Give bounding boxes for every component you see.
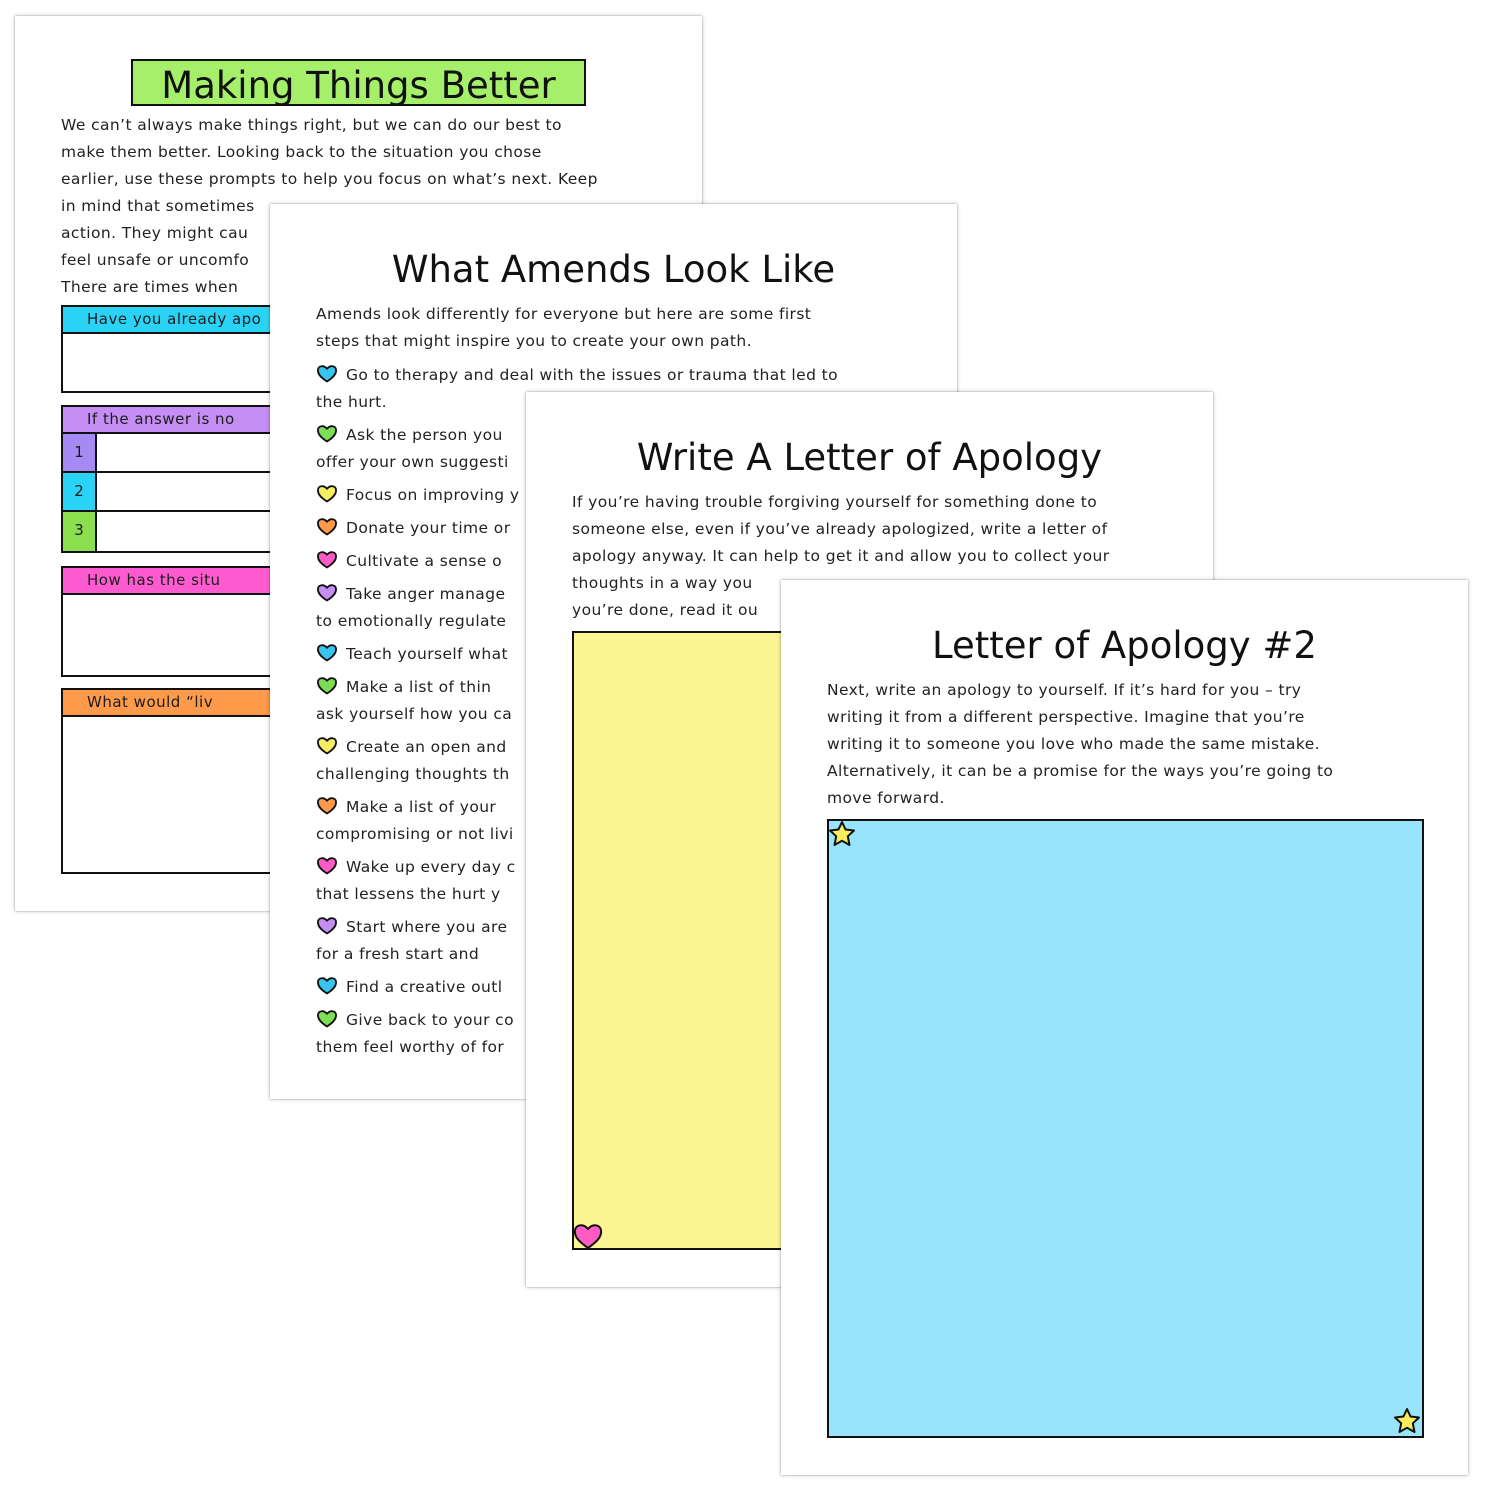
- heart-bullet-icon: [316, 582, 338, 602]
- heart-bullet-icon: [316, 423, 338, 443]
- amends-item-text: Teach yourself what: [346, 645, 508, 663]
- question-header: How has the situ: [63, 568, 689, 595]
- intro-line: you’re done, read it ou: [572, 601, 759, 619]
- amends-item-text: them feel worthy of for: [316, 1038, 505, 1056]
- heart-bullet-icon: [316, 795, 338, 815]
- intro-line: action. They might cau: [61, 224, 249, 242]
- intro-line: There are times when: [61, 278, 239, 296]
- page-title: Write A Letter of Apology: [636, 436, 1103, 479]
- heart-bullet-icon: [316, 675, 338, 695]
- intro-line: someone else, even if you’ve already apologized, write a letter of: [572, 520, 1108, 538]
- heart-bullet-icon: [316, 642, 338, 662]
- amends-item-text: to emotionally regulate: [316, 612, 507, 630]
- intro-line: apology anyway. It can help to get it and allow you to collect your: [572, 547, 1110, 565]
- amends-item-text: compromising or not livi: [316, 825, 514, 843]
- amends-item-text: Create an open and: [346, 738, 507, 756]
- row-number: 3: [63, 512, 97, 551]
- intro-line: Next, write an apology to yourself. If it’s hard for you – try: [827, 681, 1302, 699]
- intro-line: move forward.: [827, 789, 945, 807]
- amends-item-text: Wake up every day c: [346, 858, 516, 876]
- heart-bullet-icon: [316, 1008, 338, 1028]
- intro-line: Alternatively, it can be a promise for the ways you’re going to: [827, 762, 1334, 780]
- intro-paragraph: [827, 677, 1333, 812]
- amends-item-text: challenging thoughts th: [316, 765, 510, 783]
- intro-line: steps that might inspire you to create your own path.: [316, 332, 752, 350]
- heart-bullet-icon: [316, 915, 338, 935]
- amends-item-text: that lessens the hurt y: [316, 885, 501, 903]
- intro-line: feel unsafe or uncomfo: [61, 251, 250, 269]
- amends-item-text: Ask the person you: [346, 426, 503, 444]
- amends-item-text: the hurt.: [316, 393, 387, 411]
- amends-item-text: Give back to your co: [346, 1011, 514, 1029]
- amends-item-text: Make a list of your: [346, 798, 497, 816]
- amends-item-text: Make a list of thin: [346, 678, 492, 696]
- amends-item-text: Donate your time or: [346, 519, 511, 537]
- amends-item-text: Go to therapy and deal with the issues or trauma that led to: [346, 366, 838, 384]
- heart-bullet-icon: [316, 363, 338, 383]
- question-header: Have you already apo: [63, 307, 689, 334]
- intro-line: We can’t always make things right, but we can do our best to: [61, 116, 562, 134]
- heart-icon: [572, 1221, 604, 1251]
- question-header: What would “liv: [63, 690, 689, 717]
- intro-line: earlier, use these prompts to help you focus on what’s next. Keep: [61, 170, 598, 188]
- intro-line: writing it to someone you love who made the same mistake.: [827, 735, 1320, 753]
- letter-writing-area[interactable]: [827, 819, 1424, 1438]
- amends-item-text: for a fresh start and: [316, 945, 480, 963]
- intro-line: If you’re having trouble forgiving yourself for something done to: [572, 493, 1098, 511]
- star-icon: [1392, 1406, 1422, 1436]
- amends-item-text: Find a creative outl: [346, 978, 503, 996]
- heart-bullet-icon: [316, 855, 338, 875]
- intro-line: writing it from a different perspective. Imagine that you’re: [827, 708, 1305, 726]
- intro-paragraph: [316, 301, 811, 355]
- intro-line: in mind that sometimes: [61, 197, 255, 215]
- row-number: 1: [63, 434, 97, 471]
- star-icon: [827, 819, 857, 849]
- amends-item-text: Take anger manage: [346, 585, 506, 603]
- amends-item-text: offer your own suggesti: [316, 453, 509, 471]
- heart-bullet-icon: [316, 735, 338, 755]
- amends-item-text: Cultivate a sense o: [346, 552, 503, 570]
- question-header: If the answer is no: [63, 407, 689, 434]
- intro-line: make them better. Looking back to the situation you chose: [61, 143, 542, 161]
- heart-bullet-icon: [316, 483, 338, 503]
- amends-item-text: Start where you are: [346, 918, 508, 936]
- worksheet-page-letter-of-apology-2: [781, 580, 1468, 1475]
- heart-bullet-icon: [316, 516, 338, 536]
- intro-line: thoughts in a way you: [572, 574, 753, 592]
- row-number: 2: [63, 473, 97, 510]
- amends-item-text: Focus on improving y: [346, 486, 520, 504]
- heart-bullet-icon: [316, 549, 338, 569]
- page-title: Letter of Apology #2: [932, 624, 1317, 667]
- heart-bullet-icon: [316, 975, 338, 995]
- page-title: What Amends Look Like: [391, 248, 836, 291]
- intro-line: Amends look differently for everyone but here are some first: [316, 305, 812, 323]
- page-title: Making Things Better: [161, 64, 556, 107]
- amends-item-text: ask yourself how you ca: [316, 705, 513, 723]
- title-banner: [131, 59, 586, 106]
